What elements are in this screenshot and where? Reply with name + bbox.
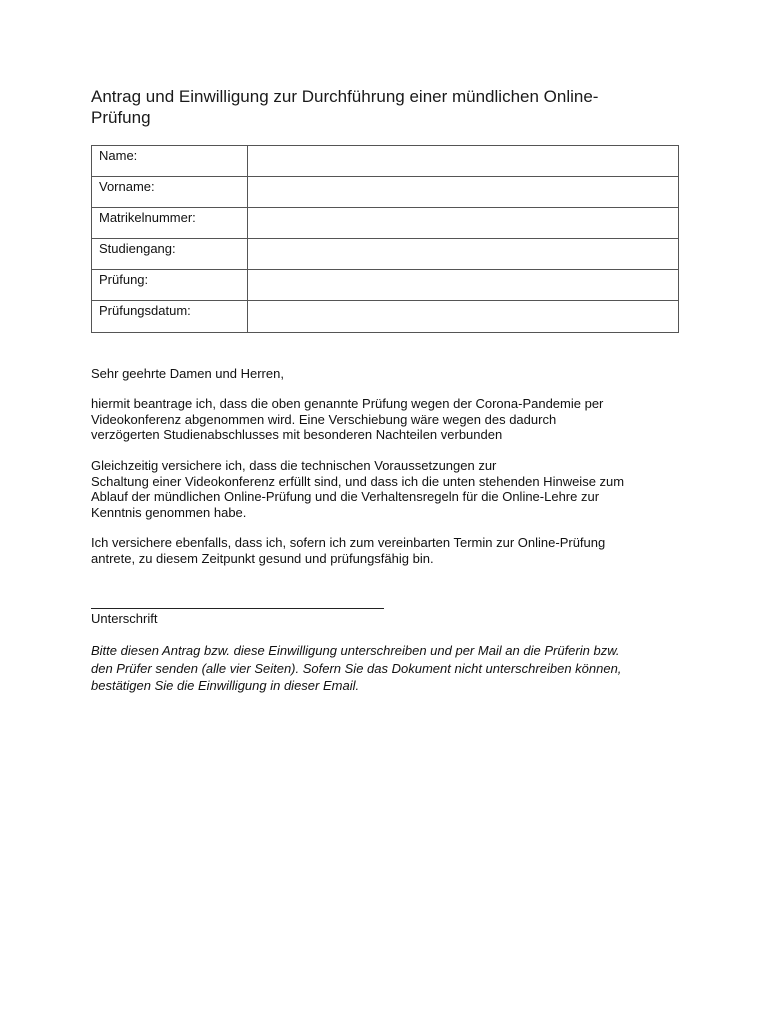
- table-row: [92, 270, 679, 301]
- signature-line[interactable]: [91, 608, 384, 609]
- signature-label: Unterschrift: [91, 611, 158, 626]
- paragraph-line: antrete, zu diesem Zeitpunkt gesund und prüfungsfähig bin.: [91, 550, 434, 566]
- document-title: [91, 86, 691, 128]
- paragraph-line: Videokonferenz abgenommen wird. Eine Verschiebung wäre wegen des dadurch: [91, 411, 557, 427]
- field-label-studiengang: Studiengang:: [92, 239, 248, 270]
- request-paragraph: [91, 396, 691, 443]
- table-row: [92, 301, 679, 333]
- paragraph-line: Ablauf der mündlichen Online-Prüfung und die Verhaltensregeln für die Online-Lehre zur: [91, 489, 600, 504]
- note-line: Bitte diesen Antrag bzw. diese Einwilligung unterschreiben und per Mail an die Prüferin bzw.: [91, 643, 620, 658]
- field-value-studiengang[interactable]: [247, 239, 678, 270]
- salutation-text: Sehr geehrte Damen und Herren,: [91, 366, 284, 381]
- table-row: [92, 177, 679, 208]
- paragraph-line: Gleichzeitig versichere ich, dass die technischen Voraussetzungen zur: [91, 458, 497, 473]
- instruction-note: [91, 642, 691, 695]
- field-value-name[interactable]: [247, 146, 678, 177]
- technical-requirements-paragraph: [91, 458, 691, 520]
- health-declaration-paragraph: [91, 535, 691, 566]
- table-row: [92, 146, 679, 177]
- field-value-pruefung[interactable]: [247, 270, 678, 301]
- field-value-matrikelnummer[interactable]: [247, 208, 678, 239]
- field-value-vorname[interactable]: [247, 177, 678, 208]
- title-line: Antrag und Einwilligung zur Durchführung einer mündlichen Online-: [91, 87, 599, 106]
- paragraph-line: hiermit beantrage ich, dass die oben genannte Prüfung wegen der Corona-Pandemie per: [91, 396, 604, 411]
- personal-data-table: [91, 145, 679, 333]
- table-row: [92, 208, 679, 239]
- field-label-name: Name:: [92, 146, 248, 177]
- field-label-pruefungsdatum: Prüfungsdatum:: [92, 301, 248, 333]
- field-label-matrikelnummer: Matrikelnummer:: [92, 208, 248, 239]
- table-row: [92, 239, 679, 270]
- salutation: [91, 366, 691, 382]
- field-label-pruefung: Prüfung:: [92, 270, 248, 301]
- title-line: Prüfung: [91, 108, 151, 127]
- field-label-vorname: Vorname:: [92, 177, 248, 208]
- note-line: bestätigen Sie die Einwilligung in dieser Email.: [91, 678, 360, 693]
- paragraph-line: Ich versichere ebenfalls, dass ich, sofern ich zum vereinbarten Termin zur Online-Prüfung: [91, 535, 606, 550]
- paragraph-line: Kenntnis genommen habe.: [91, 504, 247, 520]
- paragraph-line: verzögerten Studienabschlusses mit besonderen Nachteilen verbunden: [91, 427, 503, 442]
- paragraph-line: Schaltung einer Videokonferenz erfüllt sind, und dass ich die unten stehenden Hinweise zum: [91, 473, 625, 489]
- field-value-pruefungsdatum[interactable]: [247, 301, 678, 333]
- note-line: den Prüfer senden (alle vier Seiten). Sofern Sie das Dokument nicht unterschreiben können,: [91, 660, 622, 676]
